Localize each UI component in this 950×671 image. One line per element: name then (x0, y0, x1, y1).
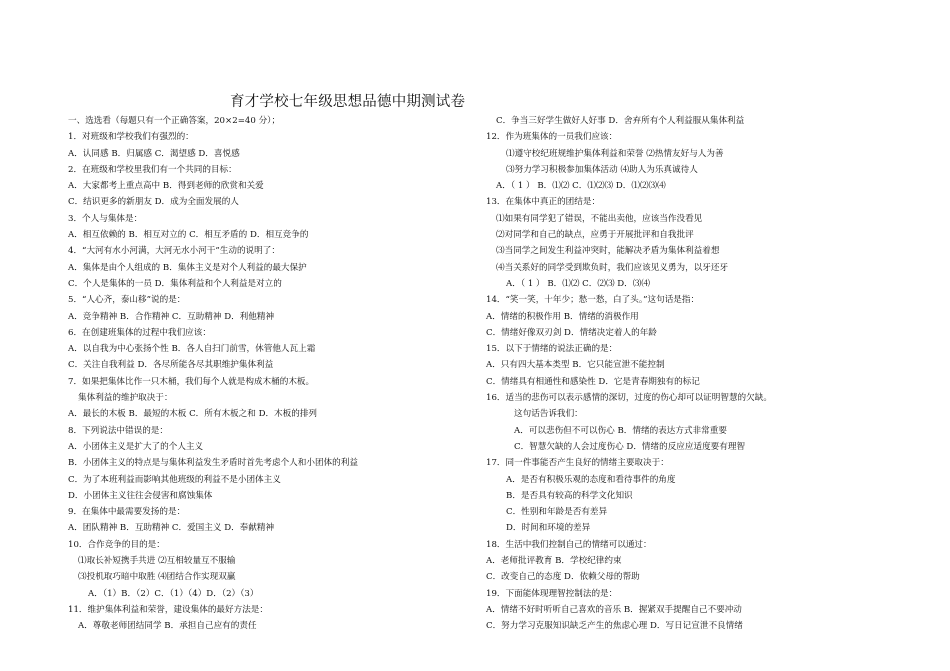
exam-title: 育才学校七年级思想品德中期测试卷 (230, 94, 466, 110)
question-line: A．尊敬老师团结同学 B．承担自己应有的责任 (78, 621, 257, 632)
question-line: ⑷当关系好的同学受到欺负时，我们应该见义勇为，以牙还牙 (496, 262, 729, 273)
question-line: C．结识更多的新朋友 D．成为全面发展的人 (68, 197, 239, 208)
question-line: D．时间和环境的差异 (506, 523, 591, 534)
question-line: 17．同一件事能否产生良好的情绪主要取决于： (486, 458, 669, 469)
question-line: 6．在创建班集体的过程中我们应该： (68, 327, 211, 338)
question-line: B．小团体主义的特点是与集体利益发生矛盾时首先考虑个人和小团体的利益 (68, 458, 358, 469)
question-line: C．智慧欠缺的人会过度伤心 D．情绪的反应应适度要有理智 (514, 441, 746, 452)
question-line: 11．维护集体利益和荣誉，建设集体的最好方法是： (68, 604, 268, 615)
question-line: A．情绪不好时听听自己喜欢的音乐 B．握紧双手提醒自己不要冲动 (486, 604, 742, 615)
question-line: A．团队精神 B．互助精神 C．爱国主义 D．奉献精神 (68, 523, 275, 534)
question-line: 一、选选看（每题只有一个正确答案，20×2=40 分）； (68, 116, 281, 126)
question-line: A．情绪的积极作用 B．情绪的消极作用 (486, 311, 639, 322)
question-line: C．个人是集体的一员 D．集体利益和个人利益是对立的 (68, 278, 282, 289)
question-line: 18．生活中我们控制自己的情绪可以通过： (486, 539, 652, 550)
question-line: 9．在集体中最需要发扬的是： (68, 507, 186, 518)
question-line: ⑶投机取巧暗中取胜 ⑷团结合作实现双赢 (78, 572, 236, 583)
question-line: 1．对班级和学校我们有强烈的： (68, 132, 194, 143)
question-line: A．最长的木板 B．最短的木板 C．所有木板之和 D．木板的排列 (68, 409, 318, 420)
question-line: 集体利益的维护取决于： (78, 393, 173, 404)
question-line: C．情绪具有相通性和感染性 D．它是青春期独有的标记 (486, 376, 700, 387)
question-line: A．集体是由个人组成的 B．集体主义是对个人利益的最大保护 (68, 262, 307, 273)
question-line: 13．在集体中真正的团结是： (486, 197, 601, 208)
question-line: A．大家都考上重点高中 B．得到老师的欣赏和关爱 (68, 181, 264, 192)
question-line: A．老师批评教育 B．学校纪律约束 (486, 556, 622, 567)
question-line: C．关注自我利益 D．各尽所能各尽其职维护集体利益 (68, 360, 274, 371)
question-line: A．以自我为中心张扬个性 B．各人自扫门前雪，休管他人瓦上霜 (68, 344, 316, 355)
question-line: ⑴遵守校纪班规维护集体利益和荣誉 ⑵热情友好与人为善 (506, 148, 724, 159)
question-line: A．竞争精神 B．合作精神 C．互助精神 D．利他精神 (68, 311, 275, 322)
question-line: C．争当三好学生做好人好事 D．舍弃所有个人利益服从集体利益 (496, 116, 745, 126)
question-line: 12．作为班集体的一员我们应该： (486, 132, 618, 143)
question-line: A．小团体主义是扩大了的个人主义 (68, 441, 204, 452)
question-line: B．是否具有较高的科学文化知识 (506, 490, 633, 501)
question-line: C．为了本班利益而影响其他班级的利益不是小团体主义 (68, 474, 281, 485)
question-line: ⑴如果有同学犯了错误，不能出卖他，应该当作没看见 (496, 213, 703, 224)
question-line: 4．“大河有水小河满，大河无水小河干”生动的说明了： (68, 246, 280, 257)
right-column (486, 113, 916, 635)
question-line: A．是否有积极乐观的态度和看待事件的角度 (506, 474, 676, 485)
question-line: A．（1）B．（2）C．（1）（4）D．（2）（3） (88, 588, 259, 599)
question-line: C．情绪好像双刃剑 D．情绪决定着人的年龄 (486, 327, 657, 338)
question-line: ⑴取长补短携手共进 ⑵互相较量互不服输 (78, 556, 236, 567)
question-line: ⑵对同学和自己的缺点，应勇于开展批评和自我批评 (496, 230, 694, 241)
question-line: 2．在班级和学校里我们有一个共同的目标： (68, 164, 237, 175)
question-line: 这句话告诉我们： (514, 409, 583, 420)
question-line: 7．如果把集体比作一只木桶，我们每个人就是构成木桶的木板。 (68, 376, 315, 387)
question-line: A．（ 1 ） B．⑴⑵ C．⑵⑶ D．⑶⑷ (506, 278, 650, 289)
question-line: 16．适当的悲伤可以表示感情的深切，过度的伤心却可以证明智慧的欠缺。 (486, 393, 772, 404)
question-line: A．只有四大基本类型 B．它只能宣泄不能控制 (486, 360, 665, 371)
question-line: A．可以悲伤但不可以伤心 B．情绪的表达方式非常重要 (514, 425, 727, 436)
question-line: 8．下列说法中错误的是： (68, 425, 168, 436)
question-line: 10．合作竞争的目的是： (68, 539, 165, 550)
question-line: 14．“笑一笑，十年少；愁一愁，白了头。”这句话是指： (486, 295, 700, 306)
question-line: A．认同感 B．归属感 C．渴望感 D．喜悦感 (68, 148, 240, 159)
question-line: ⑶当同学之间发生利益冲突时，能解决矛盾为集体利益着想 (496, 246, 720, 257)
question-line: C．努力学习克服知识缺乏产生的焦虑心理 D．写日记宣泄不良情绪 (486, 621, 743, 632)
question-line: C．改变自己的态度 D．依赖父母的帮助 (486, 572, 640, 583)
question-line: C．性别和年龄是否有差异 (506, 507, 608, 518)
question-line: 3．个人与集体是： (68, 213, 143, 224)
question-line: A．（ 1 ） B．⑴⑵ C．⑴⑵⑶ D．⑴⑵⑶⑷ (496, 181, 666, 192)
question-line: A．相互依赖的 B．相互对立的 C．相互矛盾的 D．相互竞争的 (68, 230, 309, 241)
question-line: 19．下面能体现理智控制法的是： (486, 588, 618, 599)
question-line: 5．“人心齐，泰山移”说的是： (68, 295, 186, 306)
question-line: D．小团体主义往往会侵害和腐蚀集体 (68, 490, 213, 501)
question-line: 15．以下于情绪的说法正确的是： (486, 344, 618, 355)
left-column (68, 113, 478, 635)
question-line: ⑶努力学习积极参加集体活动 ⑷助人为乐真诚待人 (506, 164, 698, 175)
